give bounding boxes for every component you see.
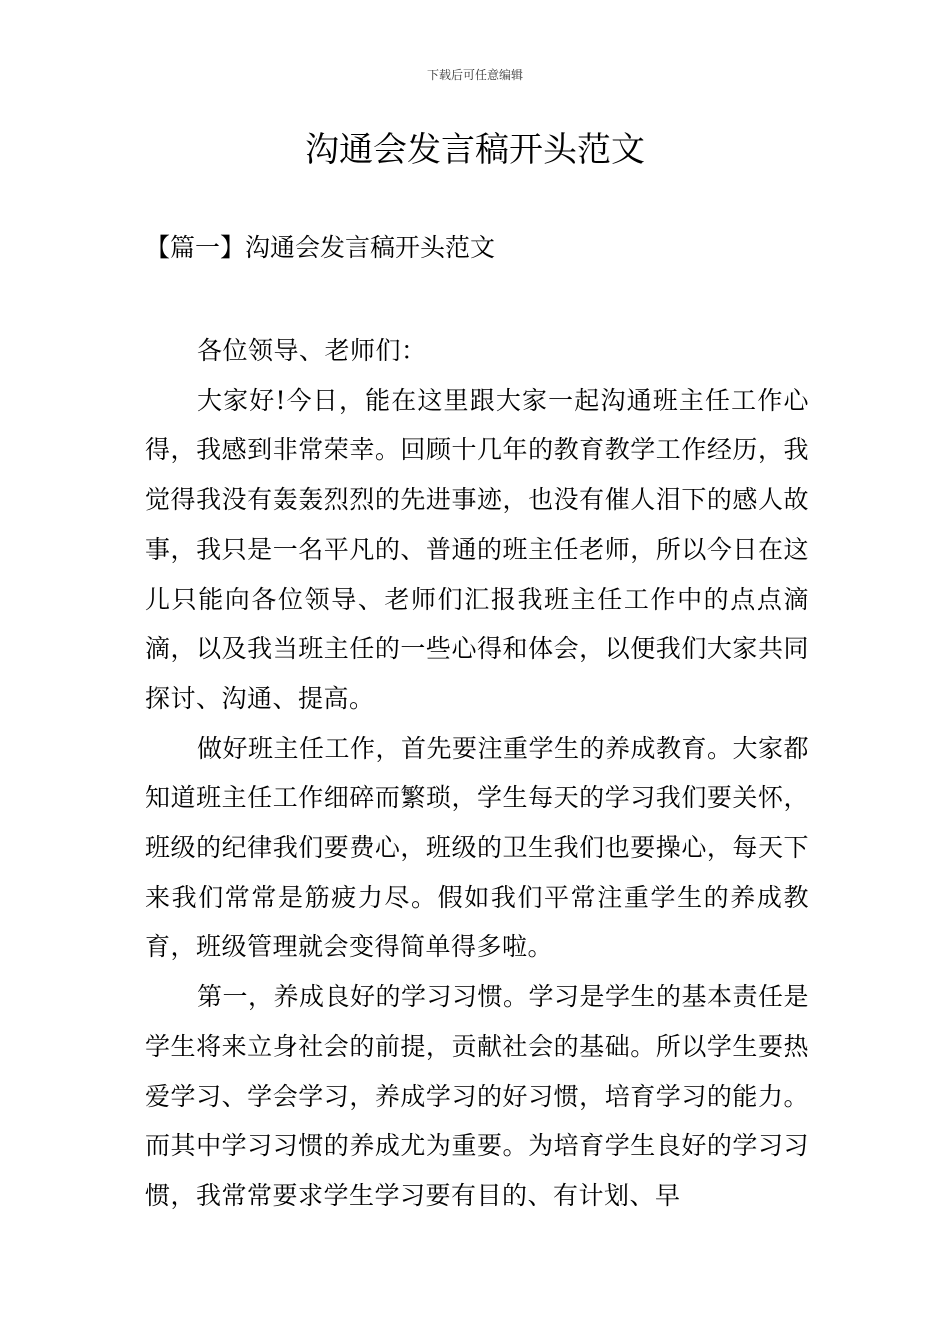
document-body [145,326,809,1221]
section-heading: 【篇一】沟通会发言稿开头范文 [145,233,496,262]
header-note: 下载后可任意编辑 [426,68,523,82]
document-title: 沟通会发言稿开头范文 [305,130,645,170]
body-paragraph: 大家好!今日，能在这里跟大家一起沟通班主任工作心得，我感到非常荣幸。回顾十几年的教育教学工作经历，我觉得我没有轰轰烈烈的先进事迹，也没有催人泪下的感人故事，我只是一名平凡的、普通的班主任老师，所以今日在这儿只能向各位领导、老师们汇报我班主任工作中的点点滴滴，以及我当班主任的一些心得和体会，以便我们大家共同探讨、沟通、提高。 [145,385,809,713]
body-paragraph: 第一，养成良好的学习习惯。学习是学生的基本责任是学生将来立身社会的前提，贡献社会的基础。所以学生要热爱学习、学会学习，养成学习的好习惯，培育学习的能力。而其中学习习惯的养成尤为重要。为培育学生良好的学习习惯，我常常要求学生学习要有目的、有计划、早 [145,982,810,1210]
body-paragraph: 做好班主任工作，首先要注重学生的养成教育。大家都知道班主任工作细碎而繁琐，学生每天的学习我们要关怀，班级的纪律我们要费心，班级的卫生我们也要操心，每天下来我们常常是筋疲力尽。假如我们平常注重学生的养成教育，班级管理就会变得简单得多啦。 [145,733,810,962]
salutation-paragraph: 各位领导、老师们： [197,336,427,365]
